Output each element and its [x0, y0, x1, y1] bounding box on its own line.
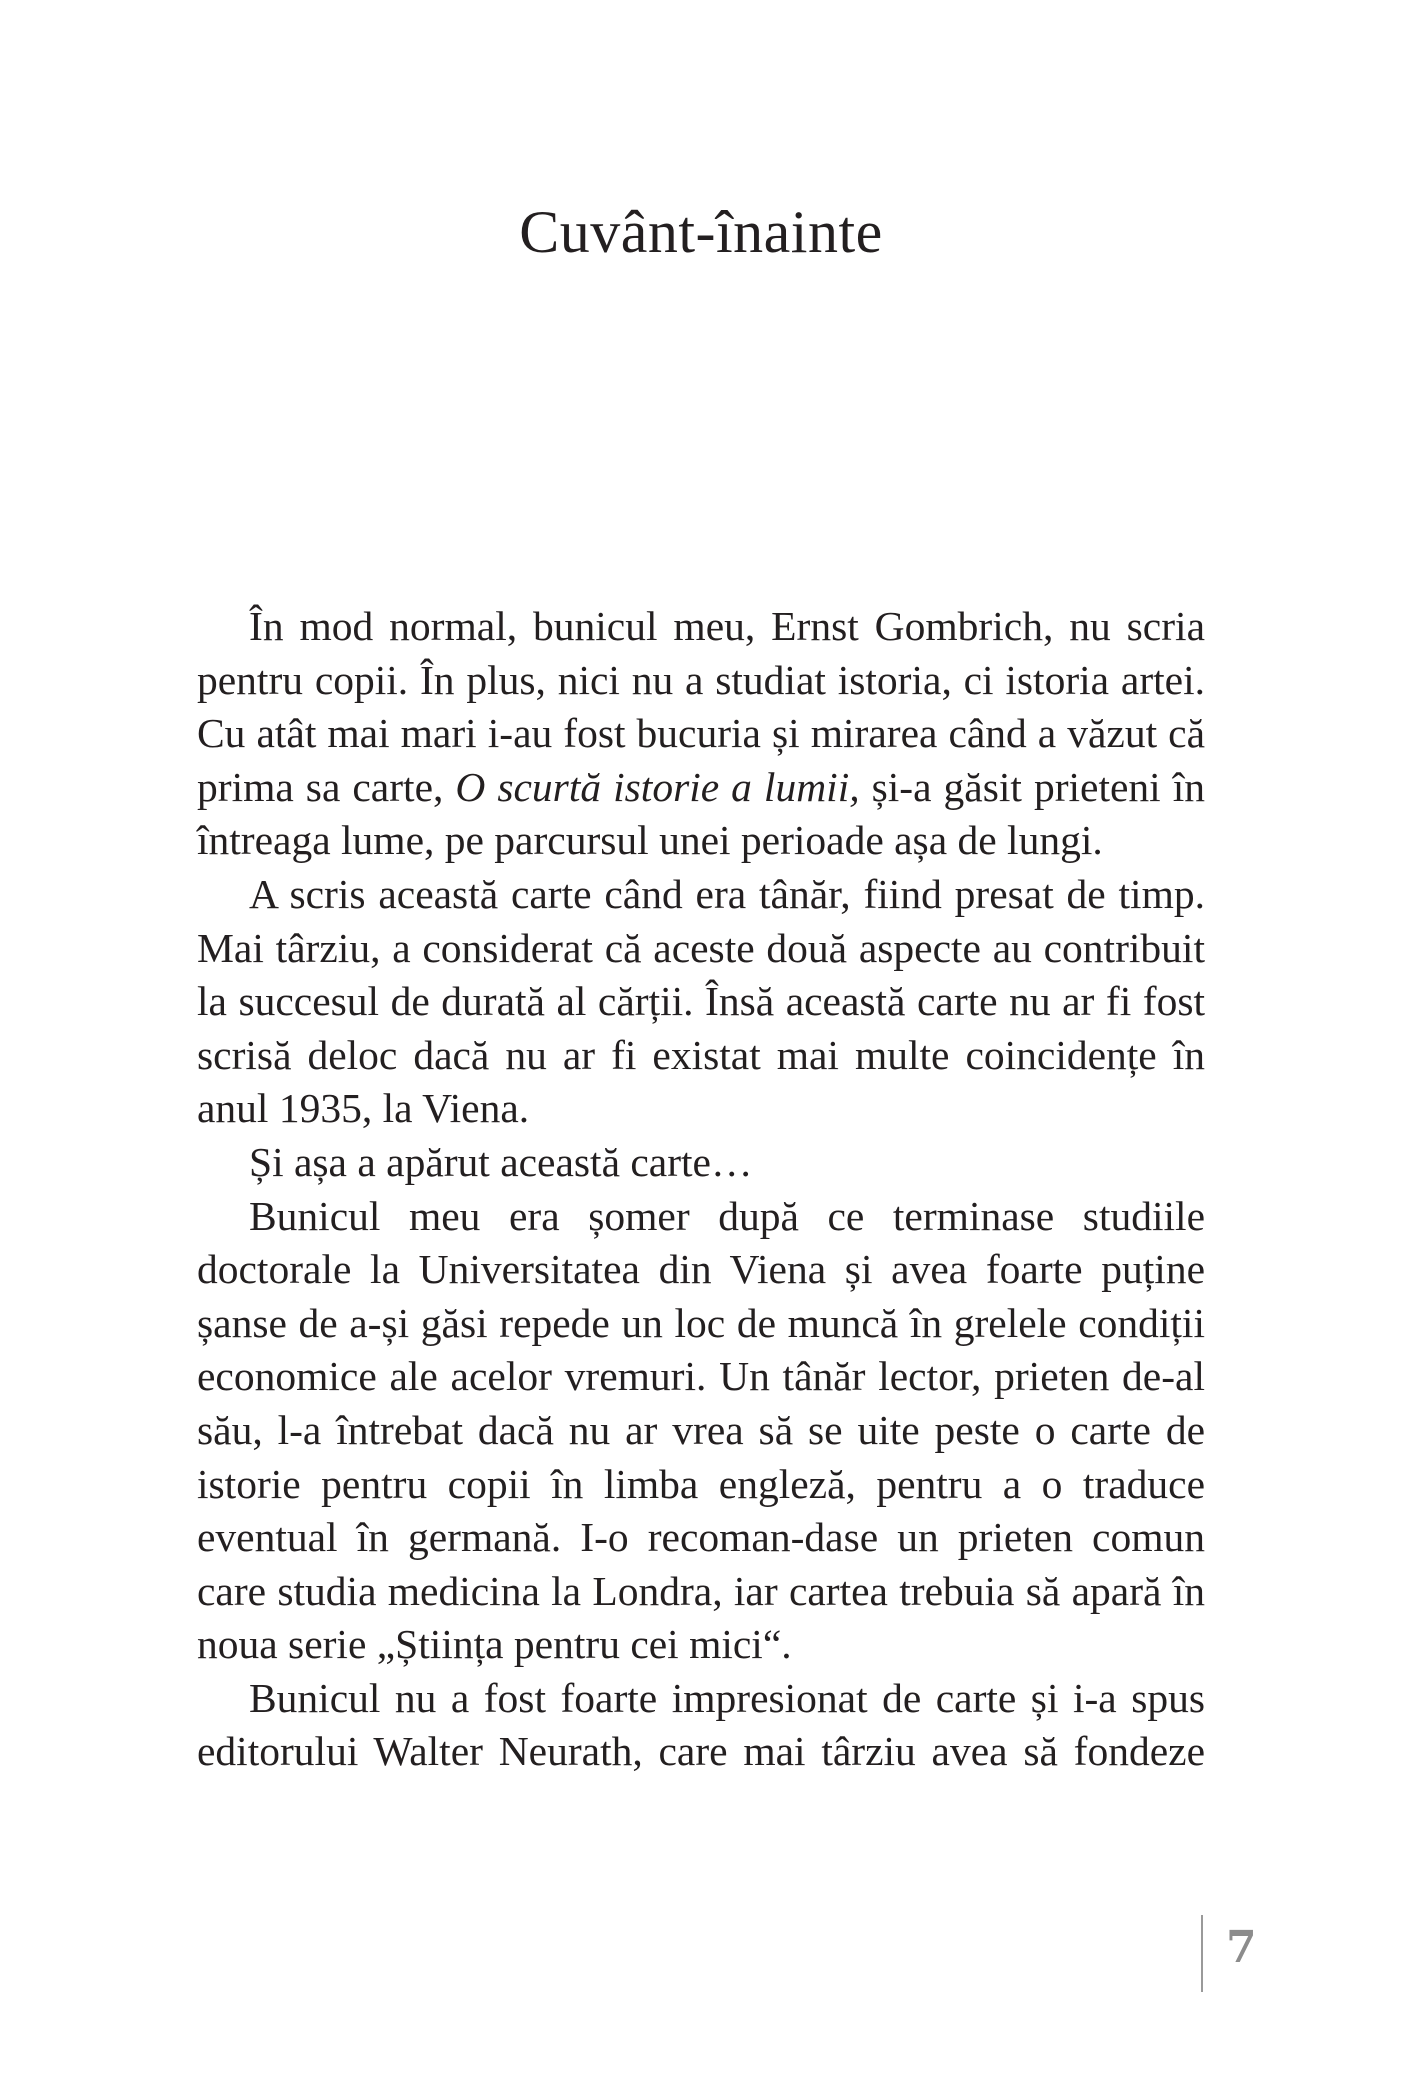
paragraph-4: Bunicul meu era șomer după ce terminase studiile doctorale la Universitatea din Viena și avea foarte puține șanse de a-și găsi repede un loc de muncă în grelele condiții economice ale acelor vremuri. Un tânăr lector, prieten de-al său, l-a întrebat dacă nu ar vrea să se uite peste o carte de istorie pentru copii în limba engleză, pentru a o traduce eventual în germană. I-o recoman-dase un prieten comun care studia medicina la Londra, iar cartea trebuia să apară în noua serie „Știința pentru cei mici“.: [197, 1192, 1205, 1668]
paragraph-1: [197, 600, 1205, 868]
paragraph-3: Și așa a apărut această carte…: [249, 1138, 753, 1185]
body-text: [197, 600, 1205, 1779]
paragraph-5: Bunicul nu a fost foarte impresionat de carte și i-a spus editorului Walter Neurath, care mai târziu avea să fondeze: [197, 1674, 1205, 1775]
page-number: 7: [1226, 1922, 1257, 1973]
footer-divider: [1201, 1915, 1203, 1992]
page-title: Cuvânt-înainte: [519, 199, 883, 265]
paragraph-2: A scris această carte când era tânăr, fiind presat de timp. Mai târziu, a considerat că aceste două aspecte au contribuit la succesul de durată al cărții. Însă această carte nu ar fi fost scrisă deloc dacă nu ar fi existat mai multe coincidențe în anul 1935, la Viena.: [197, 870, 1205, 1132]
paragraph-1-text-end: și-a găsit prieteni în întreaga lume, pe parcursul unei perioade așa de lungi.: [197, 763, 1205, 864]
book-title-italic: O scurtă istorie a lumii,: [455, 763, 860, 810]
paragraph-1-text-start: În mod normal, bunicul meu, Ernst Gombrich, nu scria pentru copii. În plus, nici nu a studiat istoria, ci istoria artei. Cu atât mai mari i-au fost bucuria și mirarea când a văzut că prima sa carte,: [197, 603, 1205, 810]
